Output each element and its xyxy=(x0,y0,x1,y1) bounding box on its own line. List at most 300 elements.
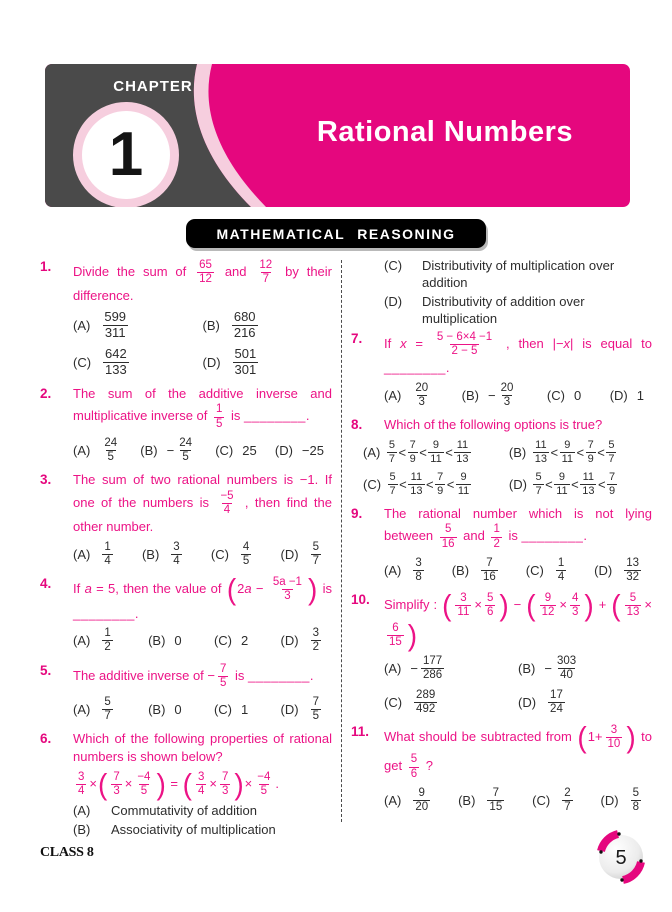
option-item xyxy=(526,556,569,585)
option-label: (D) xyxy=(280,702,299,718)
fraction-numerator: 3 xyxy=(610,723,618,736)
fraction-numerator: 65 xyxy=(199,259,212,271)
left-paren: ( xyxy=(577,721,587,754)
option-label: (B) xyxy=(148,702,166,718)
option-item xyxy=(518,688,652,717)
option-value xyxy=(99,626,115,655)
fraction-numerator: 24 xyxy=(179,436,193,449)
option-label: (A) xyxy=(384,793,402,809)
fraction-numerator: 6 xyxy=(392,621,399,634)
fraction-numerator: 4 xyxy=(571,592,579,605)
fraction-denominator: 11 xyxy=(457,485,470,498)
option-value xyxy=(559,786,575,815)
fraction xyxy=(388,471,398,497)
chapter-header xyxy=(45,64,630,207)
question-text: Divide the sum of xyxy=(73,264,195,280)
question-text: × xyxy=(644,597,652,613)
fraction-denominator: 4 xyxy=(557,570,565,583)
question-text: × xyxy=(474,597,482,613)
left-column xyxy=(40,258,332,842)
option-label: (A) xyxy=(73,802,91,818)
option-item xyxy=(384,688,518,717)
fraction-denominator: 133 xyxy=(105,361,127,377)
options-row xyxy=(351,556,652,585)
option-value xyxy=(241,633,248,648)
fraction-denominator: 5 xyxy=(107,450,114,463)
chapter-number-circle xyxy=(73,102,179,207)
option-label: (A) xyxy=(384,661,402,677)
question-text: − xyxy=(544,661,552,677)
options-row xyxy=(40,540,332,569)
fraction xyxy=(102,310,128,341)
option-item xyxy=(148,633,182,648)
question-text: − xyxy=(488,387,496,403)
fraction-denominator: 6 xyxy=(410,767,418,780)
fraction-denominator: 9 xyxy=(409,452,416,465)
fraction-denominator: 16 xyxy=(483,570,496,583)
fraction xyxy=(556,557,566,584)
question-text: is xyxy=(231,667,249,683)
fraction-denominator: 7 xyxy=(389,485,396,498)
option-item xyxy=(384,654,518,683)
question-text: Simplify : xyxy=(384,597,442,613)
option-value xyxy=(531,438,618,466)
question-text: If xyxy=(384,335,401,351)
question-text: The rational number which is not lying between xyxy=(384,505,652,544)
question-text: < xyxy=(419,444,427,460)
options-row xyxy=(351,786,652,815)
fraction xyxy=(540,592,557,619)
fraction-numerator: −4 xyxy=(257,770,271,783)
fraction xyxy=(413,557,423,584)
option-item xyxy=(384,786,433,815)
question-block xyxy=(40,575,332,622)
fraction xyxy=(499,382,516,409)
option-value xyxy=(621,556,644,585)
option-label: (A) xyxy=(73,633,91,649)
fraction-numerator: 9 xyxy=(418,786,425,799)
fraction xyxy=(271,576,304,603)
fraction-denominator: 5 xyxy=(260,784,268,797)
fraction-denominator: 7 xyxy=(312,554,319,567)
options-row xyxy=(40,436,332,465)
option-value xyxy=(168,540,184,569)
fraction xyxy=(435,331,494,358)
fraction-denominator: 5 xyxy=(242,554,250,567)
option-text: Commutativity of addition xyxy=(111,802,257,818)
fraction xyxy=(196,771,206,798)
option-line xyxy=(351,258,652,292)
question-body xyxy=(73,730,332,765)
question-text: × xyxy=(124,775,133,791)
page-number-badge xyxy=(592,828,650,886)
fraction xyxy=(255,771,272,798)
fraction-denominator: 5 xyxy=(220,676,227,689)
left-paren: ( xyxy=(611,589,621,623)
fraction-denominator: 3 xyxy=(418,395,425,408)
question-text: 1 xyxy=(241,702,249,718)
fraction xyxy=(311,627,321,654)
question-text: − xyxy=(410,661,418,677)
fraction-numerator: 5 xyxy=(629,592,637,605)
fraction-numerator: 5 xyxy=(486,592,494,605)
fraction-numerator: 1 xyxy=(104,627,111,640)
option-item xyxy=(73,436,122,465)
question-text: < xyxy=(446,477,455,493)
question-block xyxy=(351,591,652,650)
question-text: × xyxy=(209,775,217,791)
option-value xyxy=(553,556,569,585)
fraction-numerator: 7 xyxy=(437,471,444,484)
fraction xyxy=(387,439,397,465)
fraction xyxy=(548,689,565,716)
question-body xyxy=(73,575,332,622)
fraction-numerator: 20 xyxy=(500,381,514,394)
option-text: Distributivity of addition over multiplication xyxy=(422,293,585,326)
question-text: 25 xyxy=(242,442,257,458)
fraction xyxy=(218,490,235,517)
fraction-denominator: 311 xyxy=(104,324,126,340)
question-number: 7. xyxy=(351,330,363,346)
option-value xyxy=(410,654,447,683)
options-row xyxy=(351,438,652,499)
option-item xyxy=(73,695,116,724)
question-text: −25 xyxy=(301,442,324,458)
math-variable: x xyxy=(563,335,571,351)
fraction xyxy=(554,471,569,497)
fraction-numerator: 3 xyxy=(78,770,85,783)
fraction-numerator: 3 xyxy=(415,556,422,569)
option-label: (C) xyxy=(525,562,544,578)
option-value xyxy=(411,688,440,717)
question-block xyxy=(40,730,332,765)
option-label: (B) xyxy=(148,633,166,649)
fraction-denominator: 13 xyxy=(582,485,595,498)
option-value xyxy=(308,626,324,655)
fraction xyxy=(197,259,214,286)
fraction-denominator: 492 xyxy=(416,702,436,715)
fraction-numerator: 7 xyxy=(609,471,616,484)
fraction-denominator: 4 xyxy=(197,784,205,797)
question-text: < xyxy=(571,477,579,493)
fraction-numerator: 7 xyxy=(587,439,594,452)
fraction-numerator: 5 xyxy=(535,471,542,484)
fraction xyxy=(232,310,258,341)
question-text: < xyxy=(576,444,585,460)
fraction-numerator: 3 xyxy=(173,540,180,553)
option-value xyxy=(544,654,581,683)
option-item xyxy=(73,626,116,655)
fraction-denominator: 5 xyxy=(216,417,223,430)
left-paren: ( xyxy=(98,767,108,801)
fraction-numerator: 11 xyxy=(410,471,423,484)
option-label: (C) xyxy=(546,387,565,403)
fraction-denominator: 11 xyxy=(556,485,568,498)
left-paren: ( xyxy=(526,589,536,623)
fraction xyxy=(631,787,641,814)
fraction xyxy=(102,627,112,654)
equation-line xyxy=(40,767,332,801)
options-row xyxy=(351,654,652,717)
fraction-numerator: −4 xyxy=(137,770,151,783)
question-text: The sum of the additive inverse and multiplicative inverse of xyxy=(73,385,332,424)
fraction xyxy=(76,771,86,798)
option-label: (B) xyxy=(202,317,220,333)
option-label: (C) xyxy=(213,633,232,649)
fraction-numerator: 1 xyxy=(557,556,565,569)
question-body xyxy=(73,258,332,305)
option-value xyxy=(99,436,122,465)
fraction-numerator: 7 xyxy=(409,439,416,452)
fraction-denominator: 2 xyxy=(493,537,500,550)
question-text: If xyxy=(73,581,85,597)
fraction-denominator: 8 xyxy=(632,801,639,814)
question-text: < xyxy=(597,444,605,460)
option-item xyxy=(211,540,254,569)
question-text: = 5, then the value of xyxy=(91,581,226,597)
fraction-denominator: 2 xyxy=(312,641,319,654)
question-text: < xyxy=(550,444,559,460)
fraction xyxy=(177,437,194,464)
fraction xyxy=(135,771,152,798)
fraction-numerator: 303 xyxy=(556,655,577,668)
question-number: 3. xyxy=(40,472,52,488)
fraction-numerator: 20 xyxy=(415,381,429,394)
option-label: (B) xyxy=(73,821,91,837)
question-block xyxy=(40,662,332,691)
fraction-numerator: 501 xyxy=(234,345,257,361)
fraction-denominator: 301 xyxy=(234,361,257,377)
fraction-denominator: 11 xyxy=(457,606,470,619)
fraction xyxy=(625,592,642,619)
fraction xyxy=(387,622,404,649)
fraction xyxy=(455,592,471,619)
fraction xyxy=(311,541,321,568)
question-text: Which of the following properties of rational numbers is shown below? xyxy=(73,731,332,764)
fraction xyxy=(570,592,580,619)
option-value xyxy=(100,346,132,379)
question-body xyxy=(384,330,652,377)
left-paren: ( xyxy=(226,573,237,607)
option-label: (B) xyxy=(458,793,476,809)
option-value xyxy=(238,540,254,569)
option-value xyxy=(308,540,324,569)
fraction-denominator: 10 xyxy=(607,738,621,751)
question-text: is xyxy=(504,528,522,544)
fraction xyxy=(218,663,228,690)
question-block xyxy=(40,258,332,305)
answer-blank: ________. xyxy=(521,528,588,544)
fraction-numerator: 9 xyxy=(558,471,565,484)
fraction-denominator: 15 xyxy=(489,801,503,814)
question-text: < xyxy=(426,477,434,493)
fraction-denominator: 9 xyxy=(587,452,594,465)
page-title: Rational Numbers xyxy=(316,116,574,148)
option-item xyxy=(509,438,652,466)
option-value xyxy=(229,309,261,342)
fraction xyxy=(171,541,181,568)
question-number: 10. xyxy=(351,592,370,608)
question-text: is xyxy=(318,581,333,597)
question-text: − xyxy=(166,442,175,458)
question-text: × xyxy=(559,597,567,613)
fraction-denominator: 216 xyxy=(233,324,256,340)
option-label: (D) xyxy=(274,442,293,458)
fraction xyxy=(408,471,424,497)
left-paren: ( xyxy=(182,767,192,801)
question-text: and xyxy=(216,264,255,280)
option-item xyxy=(203,309,333,342)
fraction-denominator: 24 xyxy=(550,702,563,715)
fraction-denominator: 2 xyxy=(104,641,111,654)
fraction xyxy=(102,437,119,464)
fraction-denominator: 7 xyxy=(262,273,269,286)
question-body xyxy=(73,471,332,536)
fraction-numerator: −5 xyxy=(220,489,234,502)
fraction xyxy=(220,771,230,798)
option-label: (C) xyxy=(384,258,403,273)
fraction-numerator: 2 xyxy=(564,786,571,799)
fraction-numerator: 3 xyxy=(460,592,467,605)
fraction-numerator: 1 xyxy=(493,523,500,536)
fraction xyxy=(103,347,129,378)
option-label: (B) xyxy=(451,562,470,578)
option-item xyxy=(281,540,324,569)
fraction-numerator: 9 xyxy=(432,439,440,452)
question-text: and xyxy=(459,528,489,544)
question-text: 0 xyxy=(174,633,182,649)
fraction-numerator: 17 xyxy=(550,688,563,701)
fraction xyxy=(454,439,470,465)
fraction xyxy=(428,439,443,465)
option-label: (A) xyxy=(73,317,91,333)
option-label: (D) xyxy=(202,354,221,370)
fraction xyxy=(580,471,596,497)
fraction-denominator: 286 xyxy=(422,669,443,682)
option-value xyxy=(637,388,644,403)
question-text: × xyxy=(244,775,253,791)
question-text: The additive inverse of − xyxy=(73,667,215,683)
column-divider xyxy=(341,260,342,822)
option-value xyxy=(410,381,433,410)
question-number: 5. xyxy=(40,662,52,678)
fraction-numerator: 642 xyxy=(105,345,127,361)
page-badge-graphic xyxy=(592,828,650,886)
fraction-numerator: 1 xyxy=(216,403,223,416)
option-label: (D) xyxy=(508,477,527,493)
option-text: Distributivity of multiplication over addition xyxy=(422,258,615,290)
question-text: < xyxy=(398,444,407,460)
option-value xyxy=(386,470,473,498)
right-paren: ) xyxy=(156,767,166,801)
option-value xyxy=(410,786,433,815)
fraction-denominator: 6 xyxy=(486,606,494,619)
fraction-numerator: 7 xyxy=(220,662,227,675)
chapter-label: CHAPTER xyxy=(113,78,193,95)
question-text: , then find the other number. xyxy=(73,494,332,535)
options-row xyxy=(40,309,332,379)
fraction-numerator: 680 xyxy=(233,308,256,324)
option-item xyxy=(452,556,501,585)
option-item xyxy=(203,346,333,379)
fraction xyxy=(413,787,430,814)
math-variable: a xyxy=(244,581,252,597)
fraction-denominator: 40 xyxy=(560,669,573,682)
question-text: , then |− xyxy=(497,335,564,351)
option-item xyxy=(281,626,324,655)
option-item xyxy=(532,786,575,815)
fraction-numerator: 24 xyxy=(104,436,118,449)
question-text: to get xyxy=(384,729,652,774)
fraction-numerator: 9 xyxy=(544,592,552,605)
option-label: (A) xyxy=(73,702,91,718)
option-item xyxy=(601,786,644,815)
option-item xyxy=(363,470,509,498)
option-text: Associativity of multiplication xyxy=(111,821,276,837)
option-item xyxy=(140,436,197,465)
fraction-numerator: 3 xyxy=(312,627,319,640)
option-label: (C) xyxy=(73,354,92,370)
fraction xyxy=(586,439,596,465)
right-paren: ) xyxy=(234,767,244,801)
question-block xyxy=(40,471,332,536)
right-paren: ) xyxy=(626,721,636,754)
option-label: (D) xyxy=(600,793,619,809)
fraction-denominator: 5 xyxy=(140,784,148,797)
option-label: (A) xyxy=(73,546,91,562)
option-label: (B) xyxy=(141,546,160,562)
option-value xyxy=(488,381,518,410)
fraction xyxy=(214,403,224,430)
option-label: (D) xyxy=(280,546,299,562)
question-text: by their difference. xyxy=(73,264,332,304)
option-label: (B) xyxy=(140,442,158,458)
fraction xyxy=(102,696,112,723)
option-value xyxy=(410,556,426,585)
question-number: 2. xyxy=(40,385,52,401)
question-number: 8. xyxy=(351,416,363,432)
fraction xyxy=(435,471,445,497)
option-label: (D) xyxy=(594,562,613,578)
fraction-numerator: 5 xyxy=(410,753,418,766)
question-text: = xyxy=(406,335,432,351)
option-value xyxy=(174,633,181,648)
fraction-numerator: 7 xyxy=(492,786,500,799)
option-label: (C) xyxy=(213,702,232,718)
fraction xyxy=(533,471,543,497)
right-paren: ) xyxy=(499,589,509,623)
left-paren: ( xyxy=(442,589,452,623)
fraction-numerator: 7 xyxy=(486,556,493,569)
question-block xyxy=(351,505,652,552)
option-value xyxy=(308,695,324,724)
fraction-denominator: 7 xyxy=(608,452,615,465)
class-label: CLASS 8 xyxy=(40,845,94,860)
fraction-numerator: 5 xyxy=(389,471,396,484)
question-text: | is equal to xyxy=(570,335,652,351)
option-item xyxy=(509,470,652,498)
fraction-numerator: 7 xyxy=(221,770,229,783)
fraction-numerator: 5 xyxy=(312,540,319,553)
option-label: (B) xyxy=(518,661,536,677)
fraction xyxy=(606,724,623,751)
question-text: < xyxy=(445,444,453,460)
right-paren: ) xyxy=(307,573,318,607)
question-text: The sum of two rational numbers is −1. If one of the numbers is xyxy=(73,472,332,510)
option-value xyxy=(484,786,507,815)
fraction xyxy=(440,523,457,550)
question-text: 2 xyxy=(237,581,245,597)
